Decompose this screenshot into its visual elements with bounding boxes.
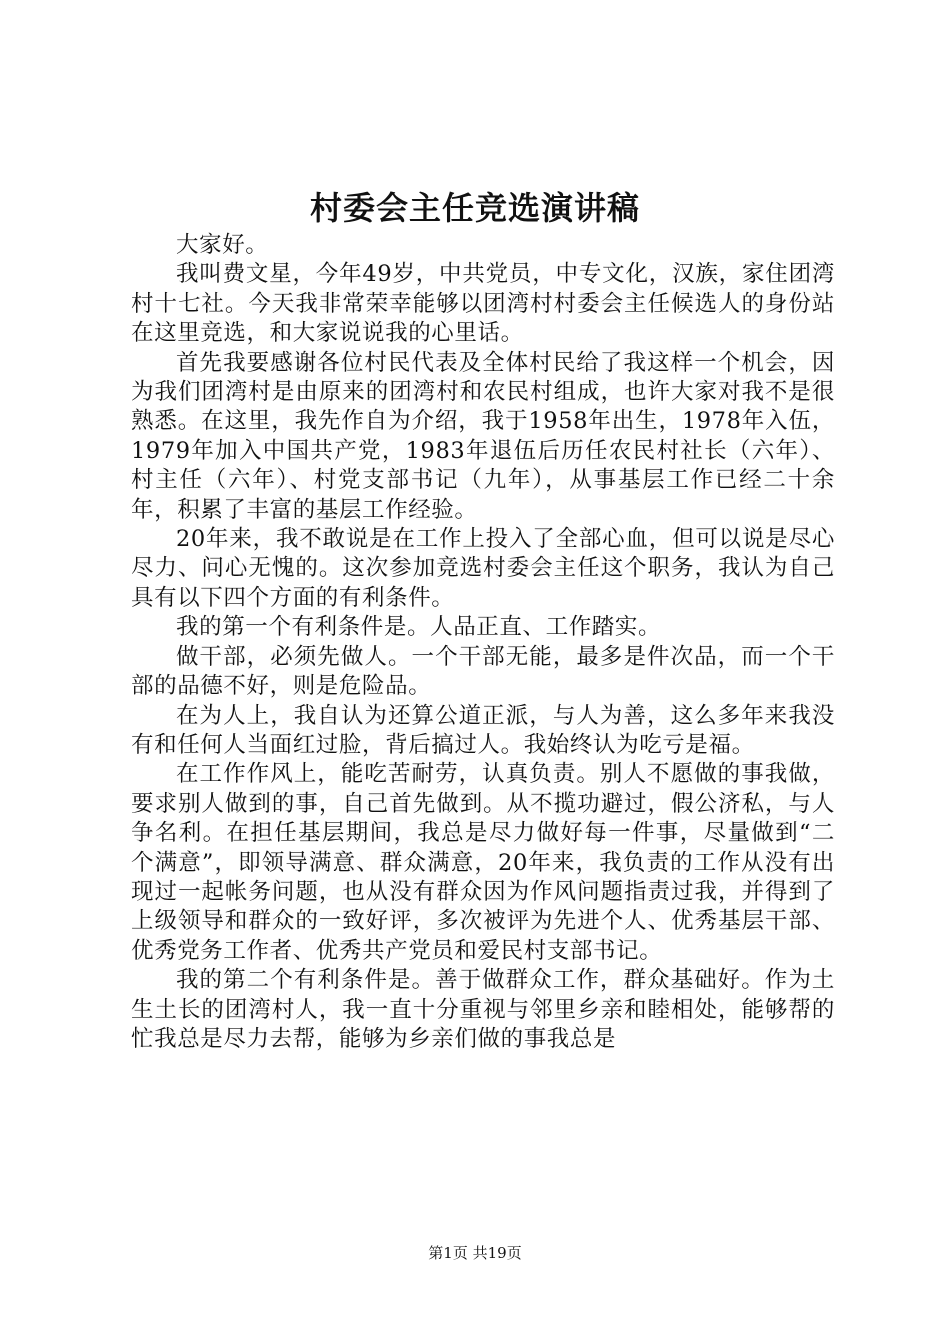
page-footer: 第1页 共19页 (428, 1244, 522, 1262)
page-title: 村委会主任竞选演讲稿 (309, 189, 640, 227)
paragraph-greeting: 大家好。 (176, 232, 269, 258)
paragraph-twenty-years: 20年来，我不敢说是在工作上投入了全部心血，但可以说是尽心尽力、问心无愧的。这次参加竞选村委会主任这个职务，我认为自己具有以下四个方面的有利条件。 (131, 526, 835, 611)
paragraph-be-a-person: 做干部，必须先做人。一个干部无能，最多是件次品，而一个干部的品德不好，则是危险品。 (131, 643, 835, 700)
paragraph-character: 在为人上，我自认为还算公道正派，与人为善，这么多年来我没有和任何人当面红过脸，背后搞过人。我始终认为吃亏是福。 (131, 702, 835, 758)
paragraph-work-style: 在工作作风上，能吃苦耐劳，认真负责。别人不愿做的事我做，要求别人做到的事，自己首先做到。从不揽功避过，假公济私，与人争名利。在担任基层期间，我总是尽力做好每一件事，尽量做到“二个满意”，即领导满意、群众满意，20年来，我负责的工作从没有出现过一起帐务问题，也从没有群众因为作风问题指责过我，并得到了上级领导和群众的一致好评，多次被评为先进个人、优秀基层干部、优秀党务工作者、优秀共产党员和爱民村支部书记。 (131, 761, 835, 964)
document-body (131, 231, 835, 1054)
paragraph-first-advantage: 我的第一个有利条件是。人品正直、工作踏实。 (176, 614, 662, 641)
paragraph-self-introduction: 我叫费文星，今年49岁，中共党员，中专文化，汉族，家住团湾村十七社。今天我非常荣幸能够以团湾村村委会主任候选人的身份站在这里竞选，和大家说说我的心里话。 (131, 261, 835, 347)
paragraph-background: 首先我要感谢各位村民代表及全体村民给了我这样一个机会，因为我们团湾村是由原来的团湾村和农民村组成，也许大家对我不是很熟悉。在这里，我先作自为介绍，我于1958年出生，1978年入伍，1979年加入中国共产党，1983年退伍后历任农民村社长（六年）、村主任（六年）、村党支部书记（九年），从事基层工作已经二十余年，积累了丰富的基层工作经验。 (131, 349, 835, 523)
paragraph-second-advantage: 我的第二个有利条件是。善于做群众工作，群众基础好。作为土生土长的团湾村人，我一直十分重视与邻里乡亲和睦相处，能够帮的忙我总是尽力去帮，能够为乡亲们做的事我总是 (131, 967, 835, 1052)
